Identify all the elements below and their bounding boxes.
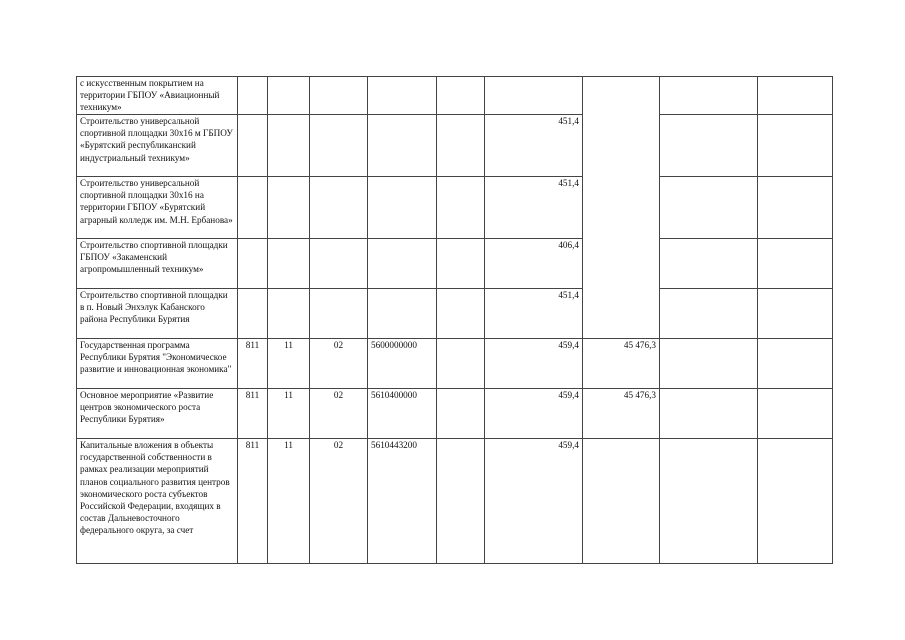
- ved-cell: 811: [238, 339, 268, 389]
- empty-cell: [758, 115, 833, 177]
- vr-cell: [437, 115, 485, 177]
- vr-cell: [437, 77, 485, 115]
- pr-cell: [310, 177, 368, 239]
- csr-cell: [368, 177, 437, 239]
- amount-cell: 459,4: [485, 439, 583, 564]
- row-name-cell: Строительство универсальной спортивной площадки 30х16 на территории ГБПОУ «Бурятский аграрный колледж им. М.Н. Ербанова»: [77, 177, 238, 239]
- row-name-cell: с искусственным покрытием на территории ГБПОУ «Авиационный техникум»: [77, 77, 238, 115]
- empty-cell: [758, 439, 833, 564]
- pr-cell: 02: [310, 439, 368, 564]
- amount-cell: 451,4: [485, 115, 583, 177]
- amount-cell: [485, 77, 583, 115]
- pr-cell: [310, 239, 368, 289]
- amount-cell: 451,4: [485, 177, 583, 239]
- table-row: [77, 77, 833, 115]
- amount2-cell: [583, 439, 660, 564]
- row-name-cell: Основное мероприятие «Развитие центров экономического роста Республики Бурятия»: [77, 389, 238, 439]
- amount-cell: 459,4: [485, 389, 583, 439]
- row-name-cell: Капитальные вложения в объекты государственной собственности в рамках реализации мероприятий планов социального развития центров экономического роста субъектов Российской Федерации, входящих в состав Дальневосточного федерального округа, за счет: [77, 439, 238, 564]
- amount2-cell: [660, 77, 758, 115]
- rz-cell: [268, 289, 310, 339]
- table-row: [77, 439, 833, 564]
- empty-cell: [758, 339, 833, 389]
- pr-cell: 02: [310, 389, 368, 439]
- empty-cell: [758, 289, 833, 339]
- amount-cell: 451,4: [485, 289, 583, 339]
- row-name-cell: Строительство универсальной спортивной площадки 30х16 м ГБПОУ «Бурятский республиканский индустриальный техникум»: [77, 115, 238, 177]
- vr-cell: [437, 239, 485, 289]
- empty-cell: [758, 239, 833, 289]
- empty-cell: [660, 339, 758, 389]
- amount2-cell: [660, 289, 758, 339]
- csr-cell: [368, 77, 437, 115]
- amount-cell: 459,4: [485, 339, 583, 389]
- amount-merged-cell: [583, 77, 660, 339]
- amount2-cell: [660, 239, 758, 289]
- csr-cell: [368, 115, 437, 177]
- amount2-cell: [660, 177, 758, 239]
- csr-cell: [368, 289, 437, 339]
- csr-cell: 5610400000: [368, 389, 437, 439]
- empty-cell: [758, 389, 833, 439]
- pr-cell: [310, 115, 368, 177]
- row-name-cell: Государственная программа Республики Бурятия "Экономическое развитие и инновационная экономика": [77, 339, 238, 389]
- vr-cell: [437, 439, 485, 564]
- empty-cell: [758, 77, 833, 115]
- rz-cell: [268, 115, 310, 177]
- rz-cell: 11: [268, 389, 310, 439]
- rz-cell: [268, 77, 310, 115]
- ved-cell: [238, 177, 268, 239]
- rz-cell: 11: [268, 339, 310, 389]
- amount2-cell: [660, 115, 758, 177]
- csr-cell: 5610443200: [368, 439, 437, 564]
- vr-cell: [437, 339, 485, 389]
- ved-cell: [238, 239, 268, 289]
- rz-cell: [268, 239, 310, 289]
- pr-cell: [310, 289, 368, 339]
- empty-cell: [758, 177, 833, 239]
- table-row: [77, 389, 833, 439]
- budget-table: [76, 76, 833, 564]
- table-row: [77, 339, 833, 389]
- pr-cell: [310, 77, 368, 115]
- ved-cell: [238, 115, 268, 177]
- csr-cell: 5600000000: [368, 339, 437, 389]
- table-row: [77, 239, 833, 289]
- ved-cell: 811: [238, 439, 268, 564]
- empty-cell: [660, 439, 758, 564]
- ved-cell: 811: [238, 389, 268, 439]
- vr-cell: [437, 389, 485, 439]
- amount2-cell: 45 476,3: [583, 339, 660, 389]
- vr-cell: [437, 289, 485, 339]
- rz-cell: [268, 177, 310, 239]
- pr-cell: 02: [310, 339, 368, 389]
- empty-cell: [660, 389, 758, 439]
- row-name-cell: Строительство спортивной площадки ГБПОУ «Закаменский агропромышленный техникум»: [77, 239, 238, 289]
- table-row: [77, 177, 833, 239]
- ved-cell: [238, 289, 268, 339]
- vr-cell: [437, 177, 485, 239]
- table-row: [77, 289, 833, 339]
- rz-cell: 11: [268, 439, 310, 564]
- csr-cell: [368, 239, 437, 289]
- row-name-cell: Строительство спортивной площадки в п. Новый Энхэлук Кабанского района Республики Бурятия: [77, 289, 238, 339]
- ved-cell: [238, 77, 268, 115]
- amount-cell: 406,4: [485, 239, 583, 289]
- amount2-cell: 45 476,3: [583, 389, 660, 439]
- table-row: [77, 115, 833, 177]
